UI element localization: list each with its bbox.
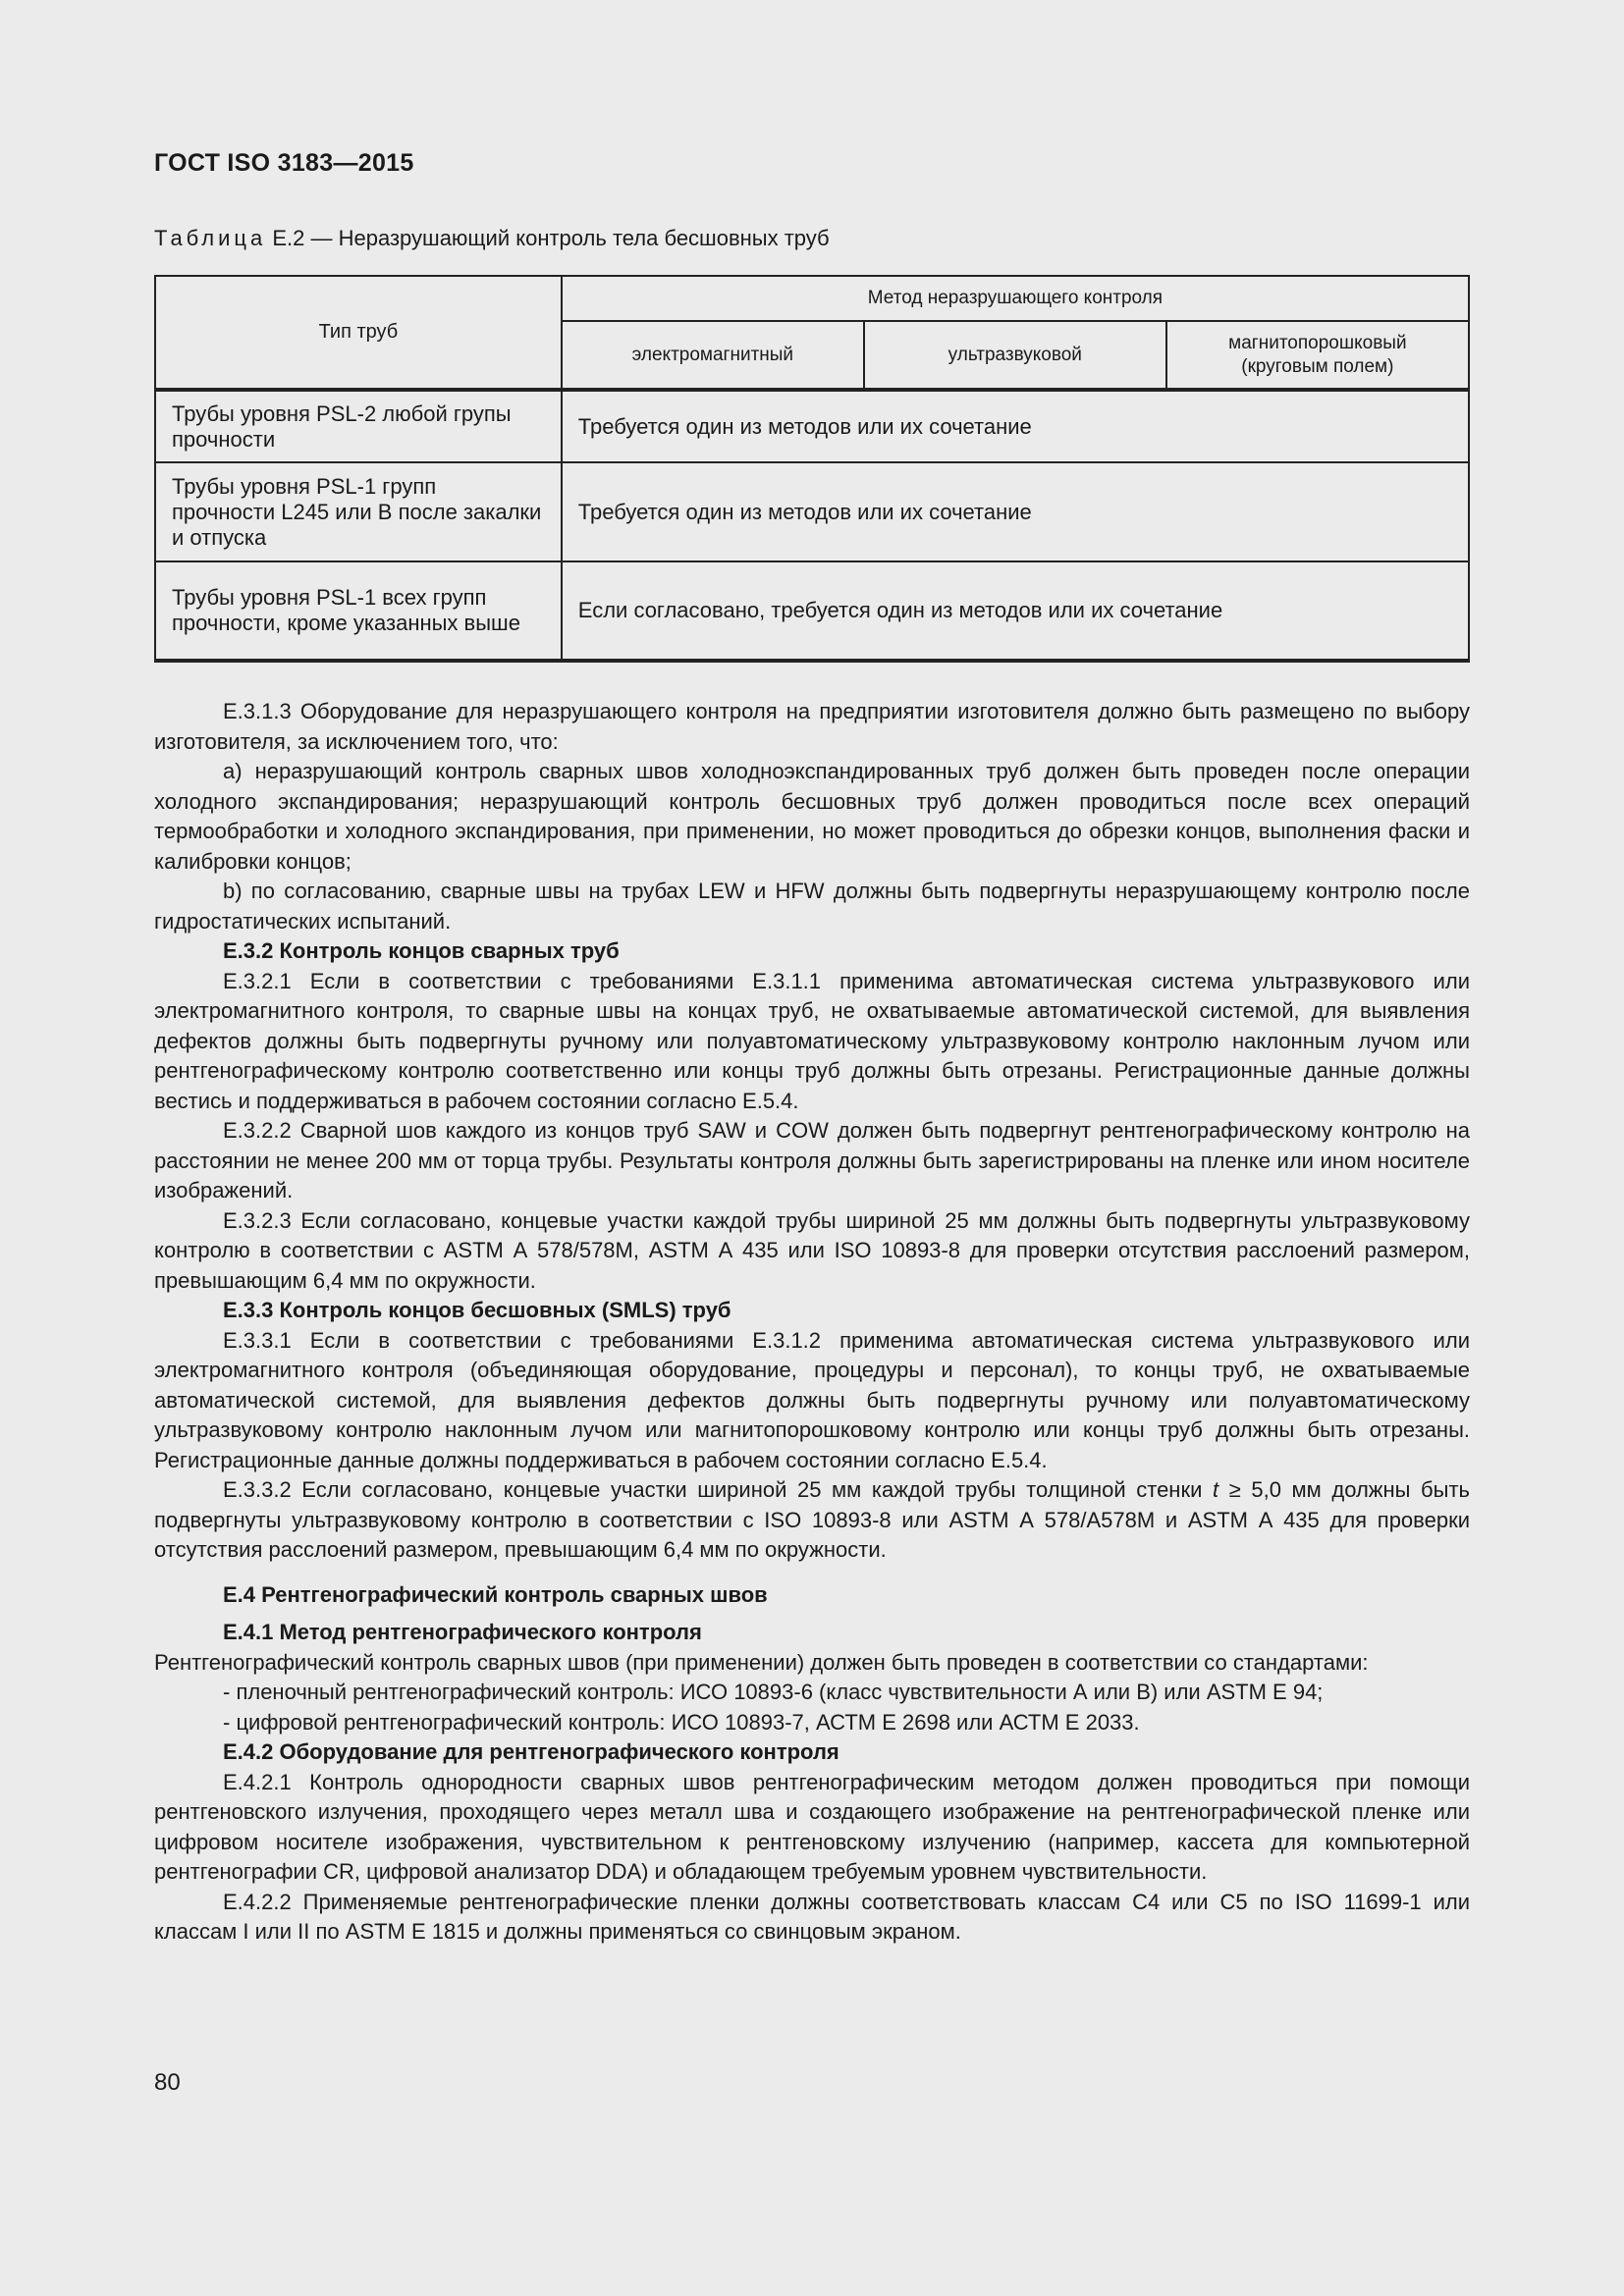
pipe-type-cell: Трубы уровня PSL-1 групп прочности L245 или В после закалки и отпуска — [155, 462, 562, 561]
section-heading-e33: Е.3.3 Контроль концов бесшовных (SMLS) труб — [223, 1298, 731, 1322]
paragraph-e332 — [154, 1475, 1470, 1566]
page-number: 80 — [154, 2069, 181, 2096]
paragraph-e41: Рентгенографический контроль сварных швов (при применении) должен быть проведен в соответствии со стандартами: — [154, 1649, 1369, 1675]
table-caption — [154, 226, 830, 251]
paragraph-e422: Е.4.2.2 Применяемые рентгенографические пленки должны соответствовать классам С4 или С5 по ISO 11699-1 или классам I или II по ASTM E 1815 и должны применяться со свинцовым экраном. — [154, 1889, 1470, 1944]
wall-thickness-variable: t — [1212, 1477, 1219, 1502]
paragraph-e322: Е.3.2.2 Сварной шов каждого из концов труб SAW и COW должен быть подвергнут рентгенографическому контролю на расстоянии не менее 200 мм от торца трубы. Результаты контроля должны быть зарегистрированы на пленке или ином носителе изображений. — [154, 1118, 1470, 1202]
column-header-electromagnetic: электромагнитный — [562, 321, 864, 390]
column-header-magnetic-particle: магнитопорошковый (круговым полем) — [1166, 321, 1469, 390]
list-item-film-radiography: - пленочный рентгенографический контроль: ИСО 10893-6 (класс чувствительности А или В) или ASTM E 94; — [223, 1680, 1324, 1704]
paragraph-e313b: b) по согласованию, сварные швы на трубах LEW и HFW должны быть подвергнуты неразрушающему контролю после гидростатических испытаний. — [154, 879, 1470, 934]
section-heading-e41: Е.4.1 Метод рентгенографического контроля — [223, 1620, 702, 1644]
standard-designation: ГОСТ ISO 3183—2015 — [154, 149, 414, 177]
paragraph-e313a: а) неразрушающий контроль сварных швов холодноэкспандированных труб должен быть проведен после операции холодного экспандирования; неразрушающий контроль бесшовных труб должен проводиться после всех операций термообработки и холодного экспандирования, при применении, но может проводиться до обрезки концов, выполнения фаски и калибровки концов; — [154, 759, 1470, 874]
paragraph-e332-start: Е.3.3.2 Если согласовано, концевые участки шириной 25 мм каждой трубы толщиной стенки — [223, 1477, 1213, 1502]
paragraph-e321: Е.3.2.1 Если в соответствии с требованиями Е.3.1.1 применима автоматическая система ультразвукового или электромагнитного контроля, то сварные швы на концах труб, не охватываемые автоматической системой, для выявления дефектов должны быть подвергнуты ручному или полуавтоматическому ультразвуковому контролю наклонным лучом или рентгенографическому контролю соответственно или концы труб должны быть отрезаны. Регистрационные данные должны вестись и поддерживаться в рабочем состоянии согласно Е.5.4. — [154, 968, 1470, 1113]
section-heading-e32: Е.3.2 Контроль концов сварных труб — [223, 938, 620, 963]
body-text — [154, 697, 1470, 1948]
column-header-method-group: Метод неразрушающего контроля — [562, 276, 1469, 321]
ndt-table — [154, 275, 1470, 663]
paragraph-e331: Е.3.3.1 Если в соответствии с требованиями Е.3.1.2 применима автоматическая система ультразвукового или электромагнитного контроля (объединяющая оборудование, процедуры и персонал), то концы труб, не охватываемые автоматической системой, для выявления дефектов должны быть подвергнуты ручному или полуавтоматическому ультразвуковому контролю наклонным лучом или магнитопорошковому контролю или концы труб должны быть отрезаны. Регистрационные данные должны поддерживаться в рабочем состоянии согласно Е.5.4. — [154, 1327, 1470, 1472]
paragraph-e332-end: ≥ 5,0 мм должны быть подвергнуты ультразвуковому контролю в соответствии с ISO 10893-8 или ASTM А 578/А578М и ASTM А 435 для проверки отсутствия расслоений размером, превышающим 6,4 мм по окружности. — [154, 1477, 1470, 1562]
document-page — [154, 0, 1470, 2296]
paragraph-e323: Е.3.2.3 Если согласовано, концевые участки каждой трубы шириной 25 мм должны быть подвергнуты ультразвуковому контролю в соответствии с ASTM А 578/578М, ASTM А 435 или ISO 10893-8 для проверки отсутствия расслоений размером, превышающим 6,4 мм по окружности. — [154, 1207, 1470, 1293]
requirement-cell: Требуется один из методов или их сочетание — [562, 462, 1469, 561]
table-caption-title: Е.2 — Неразрушающий контроль тела бесшовных труб — [266, 226, 830, 250]
paragraph-e421: Е.4.2.1 Контроль однородности сварных швов рентгенографическим методом должен проводиться при помощи рентгеновского излучения, проходящего через металл шва и создающего изображение на рентгенографической пленке или цифровом носителе изображения, чувствительном к рентгеновскому излучению (например, кассета для компьютерной рентгенографии CR, цифровой анализатор DDA) и обладающем требуемым уровнем чувствительности. — [154, 1769, 1470, 1884]
table-row — [155, 462, 1469, 561]
list-item-digital-radiography: - цифровой рентгенографический контроль: ИСО 10893-7, АСТМ Е 2698 или АСТМ Е 2033. — [223, 1709, 1140, 1735]
table-row — [155, 561, 1469, 661]
column-header-ultrasonic: ультразвуковой — [864, 321, 1166, 390]
table-header-row — [155, 276, 1469, 321]
table-caption-prefix: Таблица — [154, 226, 267, 250]
table-row — [155, 390, 1469, 462]
pipe-type-cell: Трубы уровня PSL-1 всех групп прочности, кроме указанных выше — [155, 561, 562, 661]
pipe-type-cell: Трубы уровня PSL-2 любой групы прочности — [155, 390, 562, 462]
requirement-cell: Если согласовано, требуется один из методов или их сочетание — [562, 561, 1469, 661]
section-heading-e4: Е.4 Рентгенографический контроль сварных швов — [223, 1581, 768, 1607]
requirement-cell: Требуется один из методов или их сочетание — [562, 390, 1469, 462]
section-heading-e42: Е.4.2 Оборудование для рентгенографического контроля — [223, 1739, 839, 1764]
paragraph-e313: Е.3.1.3 Оборудование для неразрушающего контроля на предприятии изготовителя должно быть размещено по выбору изготовителя, за исключением того, что: — [154, 699, 1470, 754]
column-header-pipe-type: Тип труб — [155, 276, 562, 390]
